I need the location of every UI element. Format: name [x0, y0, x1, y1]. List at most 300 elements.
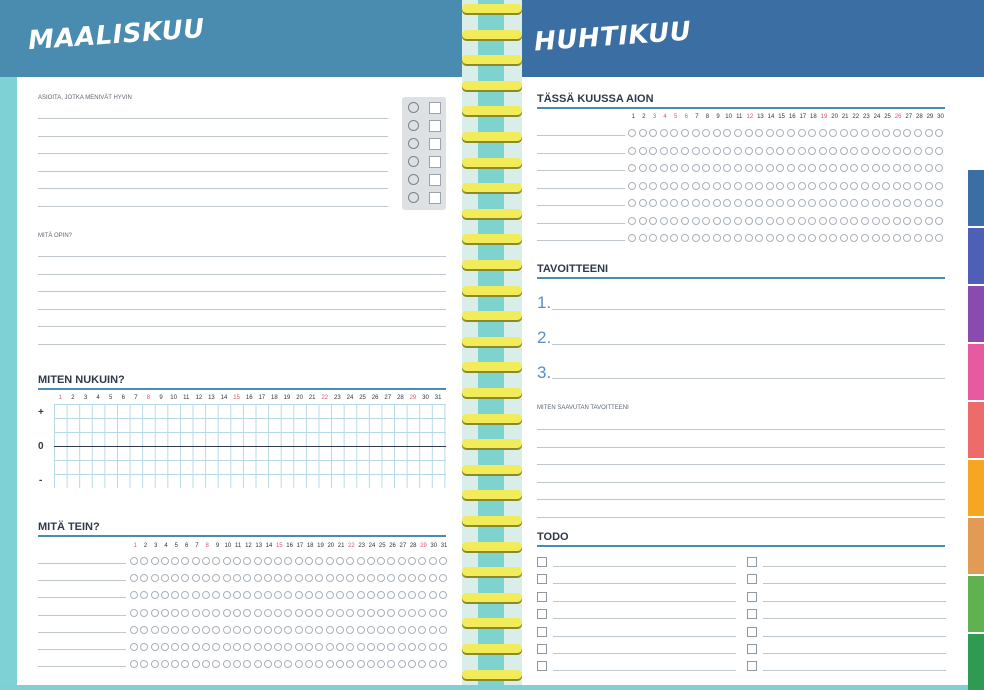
day-circle[interactable] — [734, 129, 742, 137]
day-circle[interactable] — [734, 164, 742, 172]
day-circle[interactable] — [935, 182, 943, 190]
day-circle[interactable] — [130, 574, 138, 582]
day-circle[interactable] — [181, 557, 189, 565]
day-circle[interactable] — [872, 217, 880, 225]
day-circle[interactable] — [295, 557, 303, 565]
day-circle[interactable] — [295, 574, 303, 582]
day-circle[interactable] — [893, 129, 901, 137]
day-circle[interactable] — [925, 129, 933, 137]
day-circle[interactable] — [326, 557, 334, 565]
day-circle[interactable] — [171, 626, 179, 634]
day-circle[interactable] — [357, 557, 365, 565]
day-circle[interactable] — [734, 182, 742, 190]
day-circle[interactable] — [808, 217, 816, 225]
day-circle[interactable] — [903, 164, 911, 172]
day-circle[interactable] — [713, 182, 721, 190]
day-circle[interactable] — [840, 147, 848, 155]
day-circle[interactable] — [151, 574, 159, 582]
day-circle[interactable] — [202, 574, 210, 582]
todo-checkbox[interactable] — [747, 627, 757, 637]
todo-line[interactable] — [763, 583, 946, 584]
day-circle[interactable] — [377, 626, 385, 634]
day-circle[interactable] — [639, 182, 647, 190]
day-circle[interactable] — [819, 217, 827, 225]
todo-line[interactable] — [553, 618, 736, 619]
day-circle[interactable] — [723, 234, 731, 242]
day-circle[interactable] — [140, 643, 148, 651]
day-circle[interactable] — [192, 574, 200, 582]
day-circle[interactable] — [670, 199, 678, 207]
day-circle[interactable] — [387, 574, 395, 582]
day-circle[interactable] — [692, 217, 700, 225]
how-line[interactable] — [537, 499, 945, 500]
mood-checkbox[interactable] — [429, 192, 441, 204]
day-circle[interactable] — [140, 574, 148, 582]
day-circle[interactable] — [925, 147, 933, 155]
day-circle[interactable] — [336, 626, 344, 634]
day-circle[interactable] — [819, 147, 827, 155]
day-circle[interactable] — [181, 626, 189, 634]
day-circle[interactable] — [660, 164, 668, 172]
day-circle[interactable] — [212, 643, 220, 651]
day-circle[interactable] — [776, 182, 784, 190]
day-circle[interactable] — [181, 609, 189, 617]
did-row-line[interactable] — [38, 597, 126, 598]
went-well-line[interactable] — [38, 206, 388, 207]
day-circle[interactable] — [681, 182, 689, 190]
day-circle[interactable] — [787, 182, 795, 190]
day-circle[interactable] — [882, 147, 890, 155]
day-circle[interactable] — [840, 217, 848, 225]
day-circle[interactable] — [819, 234, 827, 242]
todo-line[interactable] — [553, 566, 736, 567]
day-circle[interactable] — [130, 626, 138, 634]
day-circle[interactable] — [755, 199, 763, 207]
day-circle[interactable] — [408, 643, 416, 651]
day-circle[interactable] — [429, 626, 437, 634]
month-tab[interactable] — [968, 518, 984, 574]
todo-checkbox[interactable] — [537, 609, 547, 619]
day-circle[interactable] — [723, 129, 731, 137]
went-well-line[interactable] — [38, 136, 388, 137]
day-circle[interactable] — [367, 574, 375, 582]
day-circle[interactable] — [681, 147, 689, 155]
day-circle[interactable] — [130, 557, 138, 565]
day-circle[interactable] — [305, 557, 313, 565]
day-circle[interactable] — [798, 147, 806, 155]
day-circle[interactable] — [798, 129, 806, 137]
day-circle[interactable] — [295, 660, 303, 668]
day-circle[interactable] — [387, 591, 395, 599]
day-circle[interactable] — [130, 643, 138, 651]
day-circle[interactable] — [326, 626, 334, 634]
learned-line[interactable] — [38, 291, 446, 292]
day-circle[interactable] — [346, 643, 354, 651]
day-circle[interactable] — [140, 609, 148, 617]
day-circle[interactable] — [418, 591, 426, 599]
day-circle[interactable] — [660, 147, 668, 155]
day-circle[interactable] — [628, 217, 636, 225]
day-circle[interactable] — [367, 626, 375, 634]
day-circle[interactable] — [745, 217, 753, 225]
goal-line-1[interactable] — [552, 309, 945, 310]
todo-checkbox[interactable] — [537, 627, 547, 637]
day-circle[interactable] — [935, 199, 943, 207]
day-circle[interactable] — [408, 626, 416, 634]
day-circle[interactable] — [787, 199, 795, 207]
day-circle[interactable] — [702, 147, 710, 155]
day-circle[interactable] — [702, 199, 710, 207]
day-circle[interactable] — [408, 609, 416, 617]
day-circle[interactable] — [223, 609, 231, 617]
day-circle[interactable] — [713, 164, 721, 172]
day-circle[interactable] — [840, 182, 848, 190]
day-circle[interactable] — [398, 591, 406, 599]
day-circle[interactable] — [787, 164, 795, 172]
day-circle[interactable] — [681, 129, 689, 137]
day-circle[interactable] — [872, 164, 880, 172]
todo-checkbox[interactable] — [747, 592, 757, 602]
day-circle[interactable] — [840, 234, 848, 242]
day-circle[interactable] — [660, 129, 668, 137]
day-circle[interactable] — [840, 129, 848, 137]
day-circle[interactable] — [151, 643, 159, 651]
day-circle[interactable] — [264, 626, 272, 634]
day-circle[interactable] — [692, 234, 700, 242]
day-circle[interactable] — [903, 182, 911, 190]
day-circle[interactable] — [670, 182, 678, 190]
day-circle[interactable] — [264, 660, 272, 668]
day-circle[interactable] — [681, 164, 689, 172]
mood-checkbox[interactable] — [429, 102, 441, 114]
day-circle[interactable] — [819, 182, 827, 190]
how-line[interactable] — [537, 429, 945, 430]
day-circle[interactable] — [850, 182, 858, 190]
day-circle[interactable] — [734, 147, 742, 155]
learned-line[interactable] — [38, 344, 446, 345]
went-well-line[interactable] — [38, 118, 388, 119]
todo-line[interactable] — [763, 653, 946, 654]
day-circle[interactable] — [882, 182, 890, 190]
day-circle[interactable] — [903, 199, 911, 207]
day-circle[interactable] — [346, 626, 354, 634]
day-circle[interactable] — [882, 234, 890, 242]
day-circle[interactable] — [233, 591, 241, 599]
day-circle[interactable] — [713, 199, 721, 207]
day-circle[interactable] — [140, 591, 148, 599]
todo-checkbox[interactable] — [747, 574, 757, 584]
day-circle[interactable] — [755, 129, 763, 137]
day-circle[interactable] — [233, 574, 241, 582]
day-circle[interactable] — [639, 129, 647, 137]
day-circle[interactable] — [418, 660, 426, 668]
day-circle[interactable] — [713, 129, 721, 137]
learned-line[interactable] — [38, 326, 446, 327]
day-circle[interactable] — [305, 591, 313, 599]
day-circle[interactable] — [367, 557, 375, 565]
day-circle[interactable] — [336, 557, 344, 565]
day-circle[interactable] — [192, 557, 200, 565]
day-circle[interactable] — [808, 199, 816, 207]
day-circle[interactable] — [274, 660, 282, 668]
day-circle[interactable] — [787, 217, 795, 225]
day-circle[interactable] — [925, 217, 933, 225]
day-circle[interactable] — [305, 609, 313, 617]
month-tab[interactable] — [968, 576, 984, 632]
day-circle[interactable] — [274, 626, 282, 634]
learned-line[interactable] — [38, 274, 446, 275]
day-circle[interactable] — [233, 626, 241, 634]
day-circle[interactable] — [745, 164, 753, 172]
todo-line[interactable] — [553, 653, 736, 654]
day-circle[interactable] — [766, 199, 774, 207]
day-circle[interactable] — [151, 591, 159, 599]
day-circle[interactable] — [254, 591, 262, 599]
day-circle[interactable] — [243, 626, 251, 634]
day-circle[interactable] — [346, 574, 354, 582]
day-circle[interactable] — [861, 217, 869, 225]
day-circle[interactable] — [850, 199, 858, 207]
day-circle[interactable] — [702, 164, 710, 172]
day-circle[interactable] — [776, 164, 784, 172]
day-circle[interactable] — [212, 626, 220, 634]
day-circle[interactable] — [398, 643, 406, 651]
month-tab[interactable] — [968, 170, 984, 226]
day-circle[interactable] — [766, 164, 774, 172]
todo-line[interactable] — [553, 601, 736, 602]
day-circle[interactable] — [829, 217, 837, 225]
day-circle[interactable] — [840, 199, 848, 207]
plan-row-line[interactable] — [537, 205, 625, 206]
day-circle[interactable] — [305, 626, 313, 634]
plan-row-line[interactable] — [537, 240, 625, 241]
day-circle[interactable] — [151, 626, 159, 634]
day-circle[interactable] — [639, 199, 647, 207]
day-circle[interactable] — [628, 199, 636, 207]
todo-line[interactable] — [763, 636, 946, 637]
day-circle[interactable] — [893, 147, 901, 155]
day-circle[interactable] — [202, 660, 210, 668]
day-circle[interactable] — [418, 557, 426, 565]
day-circle[interactable] — [819, 129, 827, 137]
day-circle[interactable] — [903, 129, 911, 137]
day-circle[interactable] — [223, 557, 231, 565]
day-circle[interactable] — [925, 234, 933, 242]
day-circle[interactable] — [903, 217, 911, 225]
day-circle[interactable] — [628, 147, 636, 155]
day-circle[interactable] — [357, 643, 365, 651]
goal-line-2[interactable] — [552, 344, 945, 345]
day-circle[interactable] — [151, 660, 159, 668]
day-circle[interactable] — [387, 557, 395, 565]
day-circle[interactable] — [315, 574, 323, 582]
day-circle[interactable] — [914, 147, 922, 155]
day-circle[interactable] — [439, 626, 447, 634]
day-circle[interactable] — [377, 660, 385, 668]
day-circle[interactable] — [776, 234, 784, 242]
day-circle[interactable] — [326, 591, 334, 599]
goal-line-3[interactable] — [552, 378, 945, 379]
day-circle[interactable] — [439, 574, 447, 582]
day-circle[interactable] — [233, 557, 241, 565]
went-well-line[interactable] — [38, 171, 388, 172]
day-circle[interactable] — [439, 643, 447, 651]
todo-checkbox[interactable] — [747, 609, 757, 619]
learned-line[interactable] — [38, 309, 446, 310]
day-circle[interactable] — [274, 609, 282, 617]
day-circle[interactable] — [766, 129, 774, 137]
day-circle[interactable] — [787, 234, 795, 242]
day-circle[interactable] — [408, 660, 416, 668]
day-circle[interactable] — [766, 147, 774, 155]
day-circle[interactable] — [264, 557, 272, 565]
day-circle[interactable] — [745, 147, 753, 155]
day-circle[interactable] — [181, 591, 189, 599]
day-circle[interactable] — [861, 147, 869, 155]
day-circle[interactable] — [192, 660, 200, 668]
day-circle[interactable] — [670, 164, 678, 172]
day-circle[interactable] — [914, 129, 922, 137]
day-circle[interactable] — [377, 574, 385, 582]
day-circle[interactable] — [628, 182, 636, 190]
day-circle[interactable] — [439, 591, 447, 599]
day-circle[interactable] — [315, 643, 323, 651]
day-circle[interactable] — [766, 234, 774, 242]
day-circle[interactable] — [284, 626, 292, 634]
day-circle[interactable] — [377, 557, 385, 565]
day-circle[interactable] — [702, 217, 710, 225]
day-circle[interactable] — [254, 574, 262, 582]
day-circle[interactable] — [254, 557, 262, 565]
day-circle[interactable] — [745, 199, 753, 207]
day-circle[interactable] — [192, 609, 200, 617]
day-circle[interactable] — [872, 234, 880, 242]
day-circle[interactable] — [161, 557, 169, 565]
day-circle[interactable] — [893, 182, 901, 190]
day-circle[interactable] — [357, 660, 365, 668]
day-circle[interactable] — [660, 234, 668, 242]
day-circle[interactable] — [808, 129, 816, 137]
how-line[interactable] — [537, 447, 945, 448]
day-circle[interactable] — [357, 591, 365, 599]
day-circle[interactable] — [202, 557, 210, 565]
day-circle[interactable] — [713, 147, 721, 155]
day-circle[interactable] — [745, 234, 753, 242]
day-circle[interactable] — [192, 643, 200, 651]
day-circle[interactable] — [861, 199, 869, 207]
day-circle[interactable] — [284, 574, 292, 582]
day-circle[interactable] — [315, 626, 323, 634]
learned-line[interactable] — [38, 256, 446, 257]
day-circle[interactable] — [295, 643, 303, 651]
day-circle[interactable] — [202, 626, 210, 634]
day-circle[interactable] — [140, 557, 148, 565]
day-circle[interactable] — [326, 574, 334, 582]
todo-line[interactable] — [763, 566, 946, 567]
day-circle[interactable] — [223, 574, 231, 582]
mood-checkbox[interactable] — [429, 120, 441, 132]
day-circle[interactable] — [357, 609, 365, 617]
day-circle[interactable] — [692, 147, 700, 155]
day-circle[interactable] — [254, 609, 262, 617]
day-circle[interactable] — [418, 574, 426, 582]
day-circle[interactable] — [387, 626, 395, 634]
day-circle[interactable] — [692, 182, 700, 190]
day-circle[interactable] — [935, 129, 943, 137]
day-circle[interactable] — [829, 129, 837, 137]
day-circle[interactable] — [925, 199, 933, 207]
day-circle[interactable] — [628, 129, 636, 137]
day-circle[interactable] — [181, 643, 189, 651]
day-circle[interactable] — [893, 199, 901, 207]
todo-checkbox[interactable] — [747, 557, 757, 567]
day-circle[interactable] — [161, 626, 169, 634]
day-circle[interactable] — [713, 234, 721, 242]
day-circle[interactable] — [692, 199, 700, 207]
plan-row-line[interactable] — [537, 135, 625, 136]
todo-checkbox[interactable] — [747, 644, 757, 654]
day-circle[interactable] — [766, 182, 774, 190]
day-circle[interactable] — [130, 609, 138, 617]
day-circle[interactable] — [681, 217, 689, 225]
day-circle[interactable] — [776, 129, 784, 137]
day-circle[interactable] — [808, 182, 816, 190]
day-circle[interactable] — [882, 129, 890, 137]
day-circle[interactable] — [140, 626, 148, 634]
day-circle[interactable] — [819, 199, 827, 207]
day-circle[interactable] — [161, 643, 169, 651]
day-circle[interactable] — [872, 199, 880, 207]
day-circle[interactable] — [893, 164, 901, 172]
day-circle[interactable] — [639, 217, 647, 225]
day-circle[interactable] — [745, 182, 753, 190]
day-circle[interactable] — [702, 182, 710, 190]
day-circle[interactable] — [326, 643, 334, 651]
day-circle[interactable] — [223, 626, 231, 634]
day-circle[interactable] — [882, 217, 890, 225]
day-circle[interactable] — [829, 164, 837, 172]
todo-checkbox[interactable] — [537, 644, 547, 654]
mood-checkbox[interactable] — [429, 174, 441, 186]
day-circle[interactable] — [872, 182, 880, 190]
day-circle[interactable] — [243, 557, 251, 565]
day-circle[interactable] — [882, 164, 890, 172]
went-well-line[interactable] — [38, 153, 388, 154]
mood-checkbox[interactable] — [429, 138, 441, 150]
day-circle[interactable] — [734, 199, 742, 207]
day-circle[interactable] — [755, 217, 763, 225]
day-circle[interactable] — [398, 626, 406, 634]
day-circle[interactable] — [387, 609, 395, 617]
day-circle[interactable] — [649, 217, 657, 225]
day-circle[interactable] — [914, 182, 922, 190]
month-tab[interactable] — [968, 228, 984, 284]
day-circle[interactable] — [346, 609, 354, 617]
day-circle[interactable] — [274, 643, 282, 651]
day-circle[interactable] — [935, 217, 943, 225]
day-circle[interactable] — [660, 199, 668, 207]
day-circle[interactable] — [914, 234, 922, 242]
day-circle[interactable] — [429, 591, 437, 599]
day-circle[interactable] — [829, 234, 837, 242]
day-circle[interactable] — [264, 643, 272, 651]
day-circle[interactable] — [315, 609, 323, 617]
plan-row-line[interactable] — [537, 170, 625, 171]
day-circle[interactable] — [628, 234, 636, 242]
month-tab[interactable] — [968, 634, 984, 690]
day-circle[interactable] — [346, 591, 354, 599]
day-circle[interactable] — [914, 199, 922, 207]
